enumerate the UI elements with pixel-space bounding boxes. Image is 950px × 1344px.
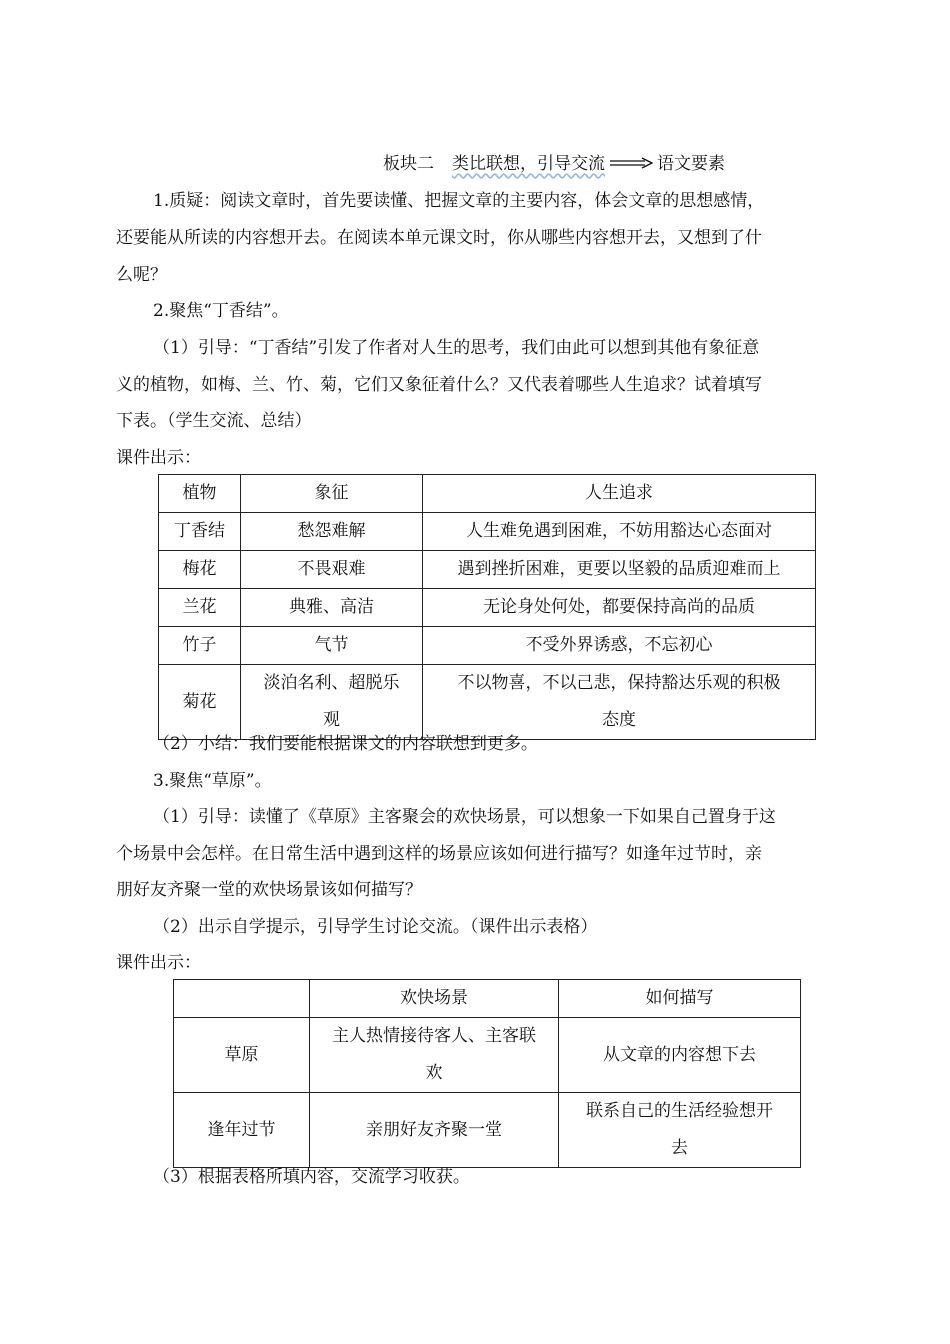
plant-symbol-table	[158, 474, 816, 740]
table-row	[159, 627, 816, 665]
heading-prefix: 板块二	[383, 154, 434, 174]
table-row	[174, 1093, 801, 1168]
table-cell: 人生难免遇到困难，不妨用豁达心态面对	[423, 513, 816, 551]
table-row	[159, 513, 816, 551]
courseware-label-1: 课件出示：	[116, 448, 201, 468]
table-cell: 不畏艰难	[241, 551, 423, 589]
cell-line: 淡泊名利、超脱乐	[263, 673, 400, 693]
table-cell: 遇到挫折困难，更要以坚毅的品质迎难而上	[423, 551, 816, 589]
table-cell: 愁怨难解	[241, 513, 423, 551]
courseware-label-2: 课件出示：	[116, 953, 201, 973]
cell-line: 去	[671, 1138, 688, 1158]
p3-end: （3）根据表格所填内容，交流学习收获。	[153, 1167, 470, 1187]
table-cell: 丁香结	[159, 513, 241, 551]
table-cell: 兰花	[159, 589, 241, 627]
p1-line2: 还要能从所读的内容想开去。在阅读本单元课文时，你从哪些内容想开去，又想到了什	[116, 228, 762, 248]
table-row	[174, 1018, 801, 1093]
table-cell	[559, 1093, 801, 1168]
section-heading	[383, 156, 725, 173]
cell-line: 联系自己的生活经验想开	[586, 1101, 773, 1121]
p3-line1: （1）引导：读懂了《草原》主客聚会的欢快场景，可以想象一下如果自己置身于这	[153, 807, 776, 827]
table-cell: 梅花	[159, 551, 241, 589]
table-header-row	[159, 475, 816, 513]
p2-summary: （2）小结：我们要能根据课文的内容联想到更多。	[153, 734, 538, 754]
table-cell	[310, 1018, 559, 1093]
table-header-row	[174, 980, 801, 1018]
table-cell: 菊花	[159, 665, 241, 740]
heading-suffix: 语文要素	[657, 154, 725, 174]
table-cell	[241, 665, 423, 740]
table-cell: 竹子	[159, 627, 241, 665]
p2-title: 2.聚焦“丁香结”。	[153, 301, 289, 321]
p2-line1: （1）引导：“丁香结”引发了作者对人生的思考，我们由此可以想到其他有象征意	[153, 338, 760, 358]
heading-underlined: 类比联想，引导交流	[452, 154, 605, 174]
table-cell: 不受外界诱惑，不忘初心	[423, 627, 816, 665]
right-arrow-icon	[609, 156, 653, 173]
cell-line: 观	[323, 710, 340, 730]
table-cell: 气节	[241, 627, 423, 665]
p2-line2: 义的植物，如梅、兰、竹、菊，它们又象征着什么？又代表着哪些人生追求？试着填写	[116, 375, 762, 395]
table-row	[159, 589, 816, 627]
table-header: 欢快场景	[310, 980, 559, 1018]
cell-line: 态度	[602, 710, 636, 730]
cell-line: 主人热情接待客人、主客联	[332, 1026, 536, 1046]
cell-line: 不以物喜，不以己悲，保持豁达乐观的积极	[457, 673, 781, 693]
p3-line2: 个场景中会怎样。在日常生活中遇到这样的场景应该如何进行描写？如逢年过节时，亲	[116, 844, 762, 864]
cell-line: 欢	[425, 1063, 443, 1083]
p3-line4: （2）出示自学提示，引导学生讨论交流。（课件出示表格）	[153, 917, 598, 937]
p1-line1: 1.质疑：阅读文章时，首先要读懂、把握文章的主要内容，体会文章的思想感情，	[153, 191, 765, 211]
table-cell: 草原	[174, 1018, 310, 1093]
table-cell: 亲朋好友齐聚一堂	[310, 1093, 559, 1168]
table-row	[159, 551, 816, 589]
table-header: 如何描写	[559, 980, 801, 1018]
p1-line3: 么呢？	[116, 265, 167, 285]
table-cell: 逢年过节	[174, 1093, 310, 1168]
table-cell: 无论身处何处，都要保持高尚的品质	[423, 589, 816, 627]
scene-writing-table	[173, 979, 801, 1168]
table-header: 植物	[159, 475, 241, 513]
p2-line3: 下表。（学生交流、总结）	[116, 411, 312, 431]
table-cell: 从文章的内容想下去	[559, 1018, 801, 1093]
table-header: 象征	[241, 475, 423, 513]
p3-line3: 朋好友齐聚一堂的欢快场景该如何描写？	[116, 880, 422, 900]
table-row	[159, 665, 816, 740]
p3-title: 3.聚焦“草原”。	[153, 771, 272, 791]
table-cell: 典雅、高洁	[241, 589, 423, 627]
table-header	[174, 980, 310, 1018]
table-cell	[423, 665, 816, 740]
table-header: 人生追求	[423, 475, 816, 513]
